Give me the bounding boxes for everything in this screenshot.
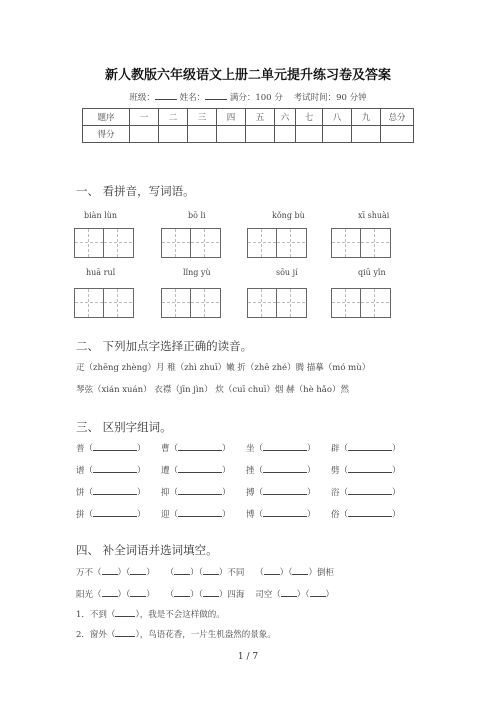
- pinyin-prompt: biàn lùn: [84, 211, 118, 220]
- section-2-heading: 二、 下列加点字选择正确的读音。: [76, 339, 253, 353]
- full-score: 满分：100 分: [229, 93, 283, 103]
- answer-blank[interactable]: [178, 442, 222, 451]
- class-label: 班级：: [129, 93, 155, 103]
- answer-blank[interactable]: [263, 508, 307, 517]
- page-number: 1 / 7: [237, 652, 259, 662]
- word-item: 饼（ ）: [76, 488, 146, 498]
- writing-box[interactable]: [331, 288, 391, 318]
- answer-blank[interactable]: [115, 628, 135, 637]
- word-item: 拼（ ）: [76, 510, 146, 520]
- answer-blank[interactable]: [263, 442, 307, 451]
- score-cell[interactable]: [246, 126, 275, 143]
- answer-blank[interactable]: [130, 566, 146, 575]
- question-1: 1．不到（ ），我是不会这样做的。: [76, 610, 225, 620]
- answer-blank[interactable]: [203, 566, 219, 575]
- answer-blank[interactable]: [115, 608, 135, 617]
- writing-box[interactable]: [74, 288, 134, 318]
- pinyin-prompt: xī shuài: [358, 211, 390, 220]
- name-label: 姓名：: [179, 93, 206, 103]
- score-cell[interactable]: [130, 126, 159, 143]
- score-cell[interactable]: [188, 126, 217, 143]
- score-cell[interactable]: [296, 126, 323, 143]
- word-item: 挫（ ）: [246, 466, 316, 476]
- score-header-cell: 五: [246, 109, 275, 126]
- answer-blank[interactable]: [174, 566, 190, 575]
- page-title: 新人教版六年级语文上册二单元提升练习卷及答案: [104, 68, 391, 83]
- answer-blank[interactable]: [93, 464, 137, 473]
- answer-blank[interactable]: [178, 508, 222, 517]
- word-item: 坐（ ）: [246, 444, 316, 454]
- answer-blank[interactable]: [263, 486, 307, 495]
- answer-blank[interactable]: [348, 464, 392, 473]
- class-blank: [155, 91, 177, 100]
- answer-blank[interactable]: [178, 486, 222, 495]
- answer-blank[interactable]: [264, 566, 280, 575]
- score-header-cell: 总分: [381, 109, 414, 126]
- reading-line-1: 疋（zhēng zhèng）月 稚（zhì zhuī）嫩 折（zhē zhé）腾 描摹（mó mù）: [76, 363, 371, 373]
- score-header-cell: 题序: [83, 109, 130, 126]
- score-cell[interactable]: [159, 126, 188, 143]
- word-item: 遭（ ）: [161, 466, 231, 476]
- answer-blank[interactable]: [102, 588, 118, 597]
- pinyin-prompt: sōu jí: [276, 268, 298, 277]
- pinyin-prompt: qiū yǐn: [358, 268, 386, 277]
- answer-blank[interactable]: [292, 566, 308, 575]
- answer-blank[interactable]: [281, 588, 297, 597]
- score-header-cell: 八: [323, 109, 352, 126]
- writing-box[interactable]: [161, 288, 221, 318]
- word-item: 博（ ）: [246, 510, 316, 520]
- word-item: 浴（ ）: [331, 488, 401, 498]
- score-header-cell: 一: [130, 109, 159, 126]
- question-2: 2．窗外（ ），鸟语花香，一片生机盎然的景象。: [76, 630, 276, 640]
- answer-blank[interactable]: [130, 588, 146, 597]
- word-item: 曹（ ）: [161, 444, 231, 454]
- writing-box[interactable]: [331, 228, 391, 258]
- writing-box[interactable]: [74, 228, 134, 258]
- answer-blank[interactable]: [178, 464, 222, 473]
- score-header-cell: 六: [275, 109, 296, 126]
- word-item: 迎（ ）: [161, 510, 231, 520]
- answer-blank[interactable]: [93, 486, 137, 495]
- score-cell[interactable]: [323, 126, 352, 143]
- word-item: 抑（ ）: [161, 488, 231, 498]
- word-item: 劈（ ）: [331, 466, 401, 476]
- writing-box[interactable]: [161, 228, 221, 258]
- answer-blank[interactable]: [93, 442, 137, 451]
- name-blank: [205, 91, 227, 100]
- score-cell[interactable]: [381, 126, 414, 143]
- answer-blank[interactable]: [348, 508, 392, 517]
- answer-blank[interactable]: [348, 442, 392, 451]
- score-row-label: 得分: [83, 126, 130, 143]
- reading-line-2: 琴弦（xián xuán） 衣襟（jīn jìn） 炊（cuī chuī）烟 赫（hè hǎo）然: [76, 385, 349, 395]
- word-item: 辟（ ）: [331, 444, 401, 454]
- idiom-row-1: 万不（ ）（ ） （ ）（ ）不同 （ ）（ ）倒柜: [76, 568, 335, 578]
- score-table: [82, 108, 414, 143]
- writing-box[interactable]: [247, 228, 307, 258]
- answer-blank[interactable]: [310, 588, 326, 597]
- word-item: 俗（ ）: [331, 510, 401, 520]
- student-info: [0, 91, 496, 103]
- answer-blank[interactable]: [102, 566, 118, 575]
- score-header-cell: 七: [296, 109, 323, 126]
- idiom-row-2: 阳光（ ）（ ） （ ）（ ）四海 司空（ ）（ ）: [76, 590, 335, 600]
- score-header-cell: 三: [188, 109, 217, 126]
- answer-blank[interactable]: [93, 508, 137, 517]
- answer-blank[interactable]: [348, 486, 392, 495]
- pinyin-prompt: bō li: [188, 211, 206, 220]
- pinyin-prompt: kǒng bù: [272, 211, 305, 220]
- score-header-cell: 九: [352, 109, 381, 126]
- score-header-cell: 二: [159, 109, 188, 126]
- score-table-header: [83, 109, 414, 126]
- score-cell[interactable]: [275, 126, 296, 143]
- answer-blank[interactable]: [203, 588, 219, 597]
- score-cell[interactable]: [352, 126, 381, 143]
- word-item: 谱（ ）: [76, 466, 146, 476]
- score-header-cell: 四: [217, 109, 246, 126]
- writing-box[interactable]: [247, 288, 307, 318]
- score-table-row: [83, 126, 414, 143]
- pinyin-prompt: huā ruǐ: [86, 268, 116, 277]
- score-cell[interactable]: [217, 126, 246, 143]
- pinyin-prompt: lǐng yù: [183, 268, 211, 277]
- answer-blank[interactable]: [263, 464, 307, 473]
- exam-time: 考试时间：90 分钟: [293, 93, 367, 103]
- word-item: 搏（ ）: [246, 488, 316, 498]
- word-item: 普（ ）: [76, 444, 146, 454]
- section-1-heading: 一、 看拼音，写词语。: [76, 184, 195, 198]
- section-3-heading: 三、 区别字组词。: [76, 420, 172, 434]
- answer-blank[interactable]: [174, 588, 190, 597]
- section-4-heading: 四、 补全词语并选词填空。: [76, 543, 218, 557]
